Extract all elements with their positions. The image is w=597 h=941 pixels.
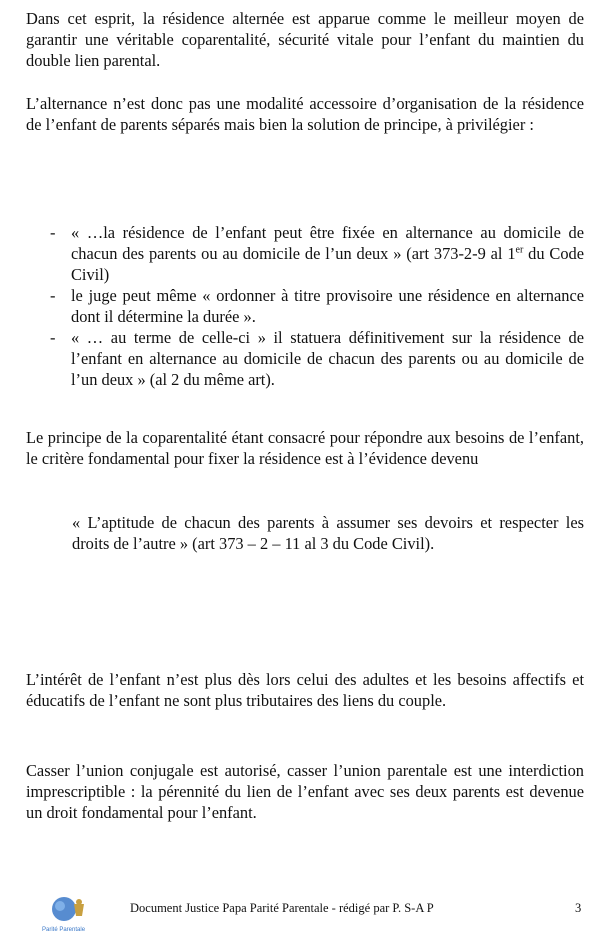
footer-text: Document Justice Papa Parité Parentale - rédigé par P. S-A P xyxy=(130,901,434,915)
bullet-dash: - xyxy=(50,286,56,305)
civil-code-citation-list xyxy=(26,222,584,390)
list-item xyxy=(26,222,584,285)
svg-text:Parité Parentale: Parité Parentale xyxy=(42,927,86,933)
list-item-text-tail: du Code Civil) xyxy=(71,244,584,284)
quoted-article: « L’aptitude de chacun des parents à assumer ses devoirs et respecter les droits de l’autre » (art 373 – 2 – 11 al 3 du Code Civil). xyxy=(72,513,584,553)
page-footer xyxy=(0,896,597,936)
bullet-dash: - xyxy=(50,328,56,347)
list-item-text: « … au terme de celle-ci » il statuera définitivement sur la résidence de l’enfant en alternance au domicile de chacun des parents ou au domicile de l’un deux » (al 2 du même art). xyxy=(71,328,584,389)
superscript-er: er xyxy=(515,244,524,256)
bullet-dash: - xyxy=(50,223,56,242)
paragraph-child-interest: L’intérêt de l’enfant n’est plus dès lors celui des adultes et les besoins affectifs et éducatifs de l’enfant ne sont plus tributaires des liens du couple. xyxy=(26,670,584,710)
list-item-text: « …la résidence de l’enfant peut être fixée en alternance au domicile de chacun des parents ou au domicile de l’un deux » (art 373-2-9 al 1 xyxy=(71,223,584,263)
paragraph-alternating-residence: Dans cet esprit, la résidence alternée est apparue comme le meilleur moyen de garantir une véritable coparentalité, sécurité vitale pour l’enfant du maintien du double lien parental. xyxy=(26,9,584,70)
list-item xyxy=(26,327,584,390)
list-item xyxy=(26,285,584,327)
justice-papa-logo xyxy=(40,894,100,934)
paragraph-parental-union: Casser l’union conjugale est autorisé, casser l’union parentale est une interdiction imprescriptible : la pérennité du lien de l’enfant avec ses deux parents est devenue un droit fondamental pour l’enfant. xyxy=(26,761,584,822)
list-item-text: le juge peut même « ordonner à titre provisoire une résidence en alternance dont il détermine la durée ». xyxy=(71,286,584,326)
page-number: 3 xyxy=(575,901,582,915)
paragraph-coparentality-criterion: Le principe de la coparentalité étant consacré pour répondre aux besoins de l’enfant, le critère fondamental pour fixer la résidence est à l’évidence devenu xyxy=(26,428,584,468)
paragraph-alternance-principle: L’alternance n’est donc pas une modalité accessoire d’organisation de la résidence de l’enfant de parents séparés mais bien la solution de principe, à privilégier : xyxy=(26,94,584,134)
